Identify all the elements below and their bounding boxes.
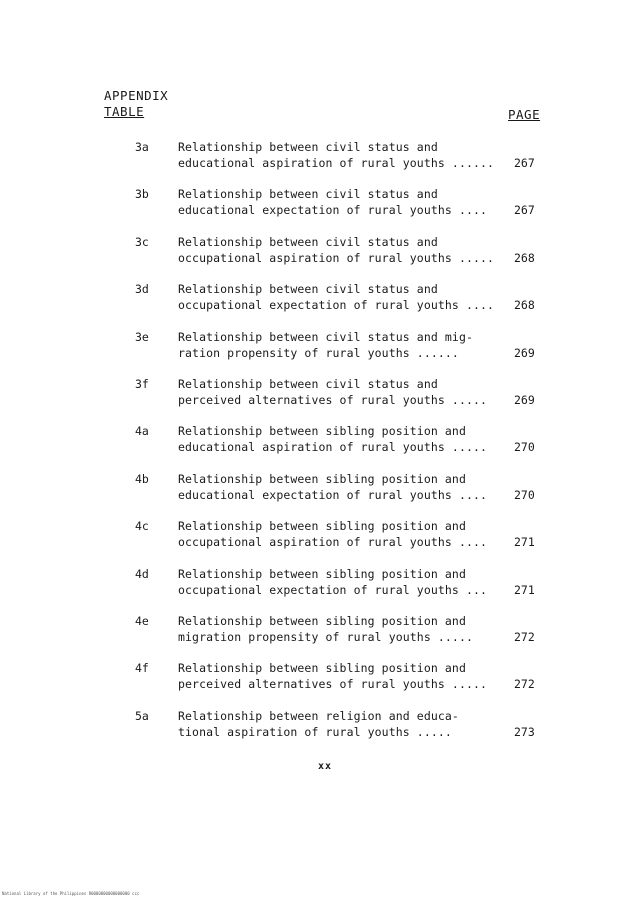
page-reference: 271 [514,583,535,597]
entry-title-line-2: ration propensity of rural youths ...... [178,346,459,360]
table-number: 4f [135,661,149,675]
entry-title-line-2: educational expectation of rural youths .... [178,488,488,502]
page-reference: 268 [514,298,535,312]
table-column-label: TABLE [104,104,145,119]
table-number: 3f [135,377,149,391]
entry-title-line-2: perceived alternatives of rural youths ..... [178,677,488,691]
page-reference: 273 [514,725,535,739]
entry-title-line-1: Relationship between civil status and mig- [178,330,473,344]
entry-title-line-1: Relationship between sibling position and [178,661,466,675]
entry-title-line-1: Relationship between sibling position and [178,424,466,438]
entry-title-line-2: educational aspiration of rural youths ..... [178,440,488,454]
table-number: 3d [135,282,149,296]
appendix-heading: APPENDIX [104,88,169,103]
entry-title-line-1: Relationship between sibling position and [178,519,466,533]
list-item [0,377,638,413]
list-item [0,187,638,223]
list-item [0,519,638,555]
table-number: 3a [135,140,149,154]
scan-credit: National Library of the Philippines R0000000000000000 ccc [2,891,140,896]
page-reference: 268 [514,251,535,265]
page-reference: 267 [514,156,535,170]
entry-title-line-1: Relationship between sibling position and [178,614,466,628]
entry-title-line-1: Relationship between civil status and [178,282,438,296]
entry-title-line-1: Relationship between religion and educa- [178,709,459,723]
list-item [0,567,638,603]
page-number: xx [318,761,333,772]
list-item [0,709,638,745]
table-number: 3c [135,235,149,249]
list-item [0,661,638,697]
list-item [0,472,638,508]
page-reference: 270 [514,488,535,502]
entry-title-line-2: occupational expectation of rural youths ... [178,583,488,597]
entry-title-line-2: educational expectation of rural youths .... [178,203,488,217]
page-reference: 271 [514,535,535,549]
list-item [0,282,638,318]
entry-title-line-1: Relationship between civil status and [178,377,438,391]
list-item [0,424,638,460]
page-column-label: PAGE [508,107,541,122]
table-number: 4e [135,614,149,628]
page-reference: 269 [514,346,535,360]
entry-title-line-2: occupational aspiration of rural youths ..... [178,251,495,265]
entry-title-line-1: Relationship between sibling position and [178,567,466,581]
table-number: 3e [135,330,149,344]
table-number: 4b [135,472,149,486]
page-reference: 267 [514,203,535,217]
table-number: 4a [135,424,149,438]
table-number: 5a [135,709,149,723]
entry-title-line-2: occupational expectation of rural youths .... [178,298,495,312]
page-reference: 272 [514,677,535,691]
list-item [0,614,638,650]
table-number: 4d [135,567,149,581]
entry-title-line-1: Relationship between civil status and [178,235,438,249]
table-number: 3b [135,187,149,201]
page-reference: 272 [514,630,535,644]
entry-title-line-2: migration propensity of rural youths ..... [178,630,473,644]
entry-title-line-1: Relationship between civil status and [178,187,438,201]
page-reference: 269 [514,393,535,407]
entry-title-line-1: Relationship between sibling position and [178,472,466,486]
entry-title-line-2: educational aspiration of rural youths ...... [178,156,495,170]
page-reference: 270 [514,440,535,454]
list-item [0,330,638,366]
entry-title-line-2: occupational aspiration of rural youths .... [178,535,488,549]
entry-title-line-2: tional aspiration of rural youths ..... [178,725,452,739]
entry-title-line-1: Relationship between civil status and [178,140,438,154]
list-item [0,140,638,176]
table-number: 4c [135,519,149,533]
entry-title-line-2: perceived alternatives of rural youths ..... [178,393,488,407]
list-item [0,235,638,271]
